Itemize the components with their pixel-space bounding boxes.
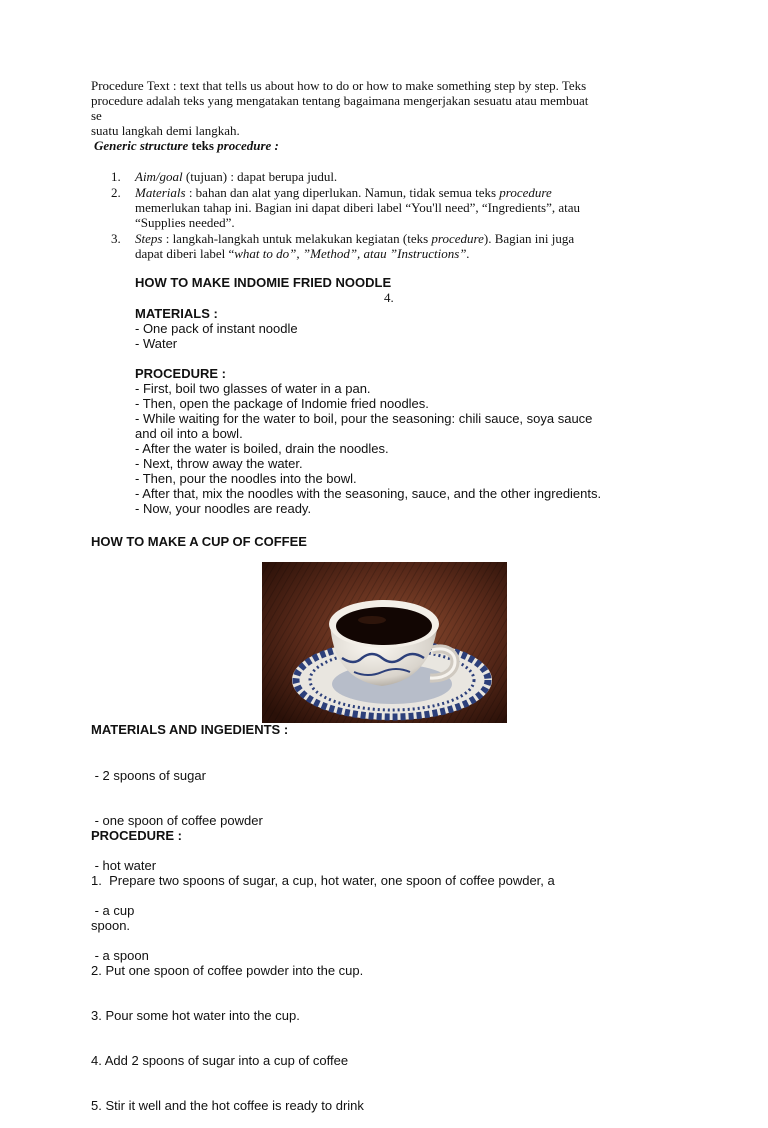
structure-term: what to do”, ”Method”, atau ”Instructions”. [234,246,470,261]
coffee-title: HOW TO MAKE A CUP OF COFFEE [91,534,307,549]
list-item: - one spoon of coffee powder [91,813,263,828]
list-item: - 2 spoons of sugar [91,768,206,783]
list-item: - hot water [91,858,157,873]
list-item: - Next, throw away the water. [135,456,303,471]
list-item: - While waiting for the water to boil, pour the seasoning: chili sauce, soya sauce [135,411,593,426]
generic-structure-teks: teks [188,138,218,153]
structure-desc: memerlukan tahap ini. Bagian ini dapat diberi label “You'll need”, “Ingredients”, atau [135,200,581,215]
structure-term: Materials [135,185,186,200]
structure-item-steps [111,231,675,261]
structure-term: Aim/goal [135,169,183,184]
list-number: 3. [111,231,121,246]
coffee-materials-heading: MATERIALS AND INGEDIENTS : [91,722,289,737]
intro-line: Procedure Text : text that tells us about how to do or how to make something step by step. Teks [91,78,587,93]
structure-item-materials [111,185,675,230]
stray-number: 4. [384,290,394,305]
intro-line: suatu langkah demi langkah. [91,123,240,138]
list-item: - One pack of instant noodle [135,321,298,336]
list-item: 3. Pour some hot water into the cup. [91,1008,300,1023]
indomie-title: HOW TO MAKE INDOMIE FRIED NOODLE [135,275,392,290]
list-item: spoon. [91,918,131,933]
list-number: 2. [111,185,121,200]
structure-list [111,169,675,262]
structure-item-aim [111,169,675,184]
intro-paragraph [91,78,691,138]
list-number: 1. [111,169,121,184]
list-item: - Then, open the package of Indomie fried noodles. [135,396,429,411]
list-item: 4. Add 2 spoons of sugar into a cup of coffee [91,1053,349,1068]
list-item: - After the water is boiled, drain the noodles. [135,441,389,456]
list-item: and oil into a bowl. [135,426,243,441]
list-item: 1. Prepare two spoons of sugar, a cup, hot water, one spoon of coffee powder, a [91,873,555,888]
structure-desc: (tujuan) : dapat berupa judul. [182,169,338,184]
list-item: 5. Stir it well and the hot coffee is ready to drink [91,1098,364,1113]
list-item: - Now, your noodles are ready. [135,501,312,516]
structure-desc: dapat diberi label “ [135,246,235,261]
generic-structure-procedure: procedure : [217,138,279,153]
structure-desc: ). Bagian ini juga [483,231,575,246]
coffee-cup-photo [262,562,507,723]
list-item: - a spoon [91,948,149,963]
list-item: 2. Put one spoon of coffee powder into the cup. [91,963,364,978]
intro-line: procedure adalah teks yang mengatakan tentang bagaimana mengerjakan sesuatu atau membuat [91,93,589,108]
list-item: - Then, pour the noodles into the bowl. [135,471,357,486]
generic-structure-heading [94,138,279,153]
structure-desc: “Supplies needed”. [135,215,235,230]
structure-desc: : langkah-langkah untuk melakukan kegiatan (teks [162,231,432,246]
list-item: - First, boil two glasses of water in a pan. [135,381,371,396]
indomie-procedure-list [135,381,715,516]
indomie-procedure-heading: PROCEDURE : [135,366,227,381]
structure-term: Steps [135,231,163,246]
structure-desc: : bahan dan alat yang diperlukan. Namun, tidak semua teks [185,185,500,200]
indomie-materials-list [135,321,695,351]
indomie-materials-heading: MATERIALS : [135,306,218,321]
coffee-procedure-list [91,843,691,1128]
list-item: - a cup [91,903,135,918]
structure-term: procedure [499,185,552,200]
generic-structure-term: Generic structure [94,138,189,153]
list-item: - After that, mix the noodles with the seasoning, sauce, and the other ingredients. [135,486,602,501]
structure-term: procedure [431,231,484,246]
coffee-procedure-heading: PROCEDURE : [91,828,183,843]
list-item: - Water [135,336,178,351]
intro-line: se [91,108,102,123]
